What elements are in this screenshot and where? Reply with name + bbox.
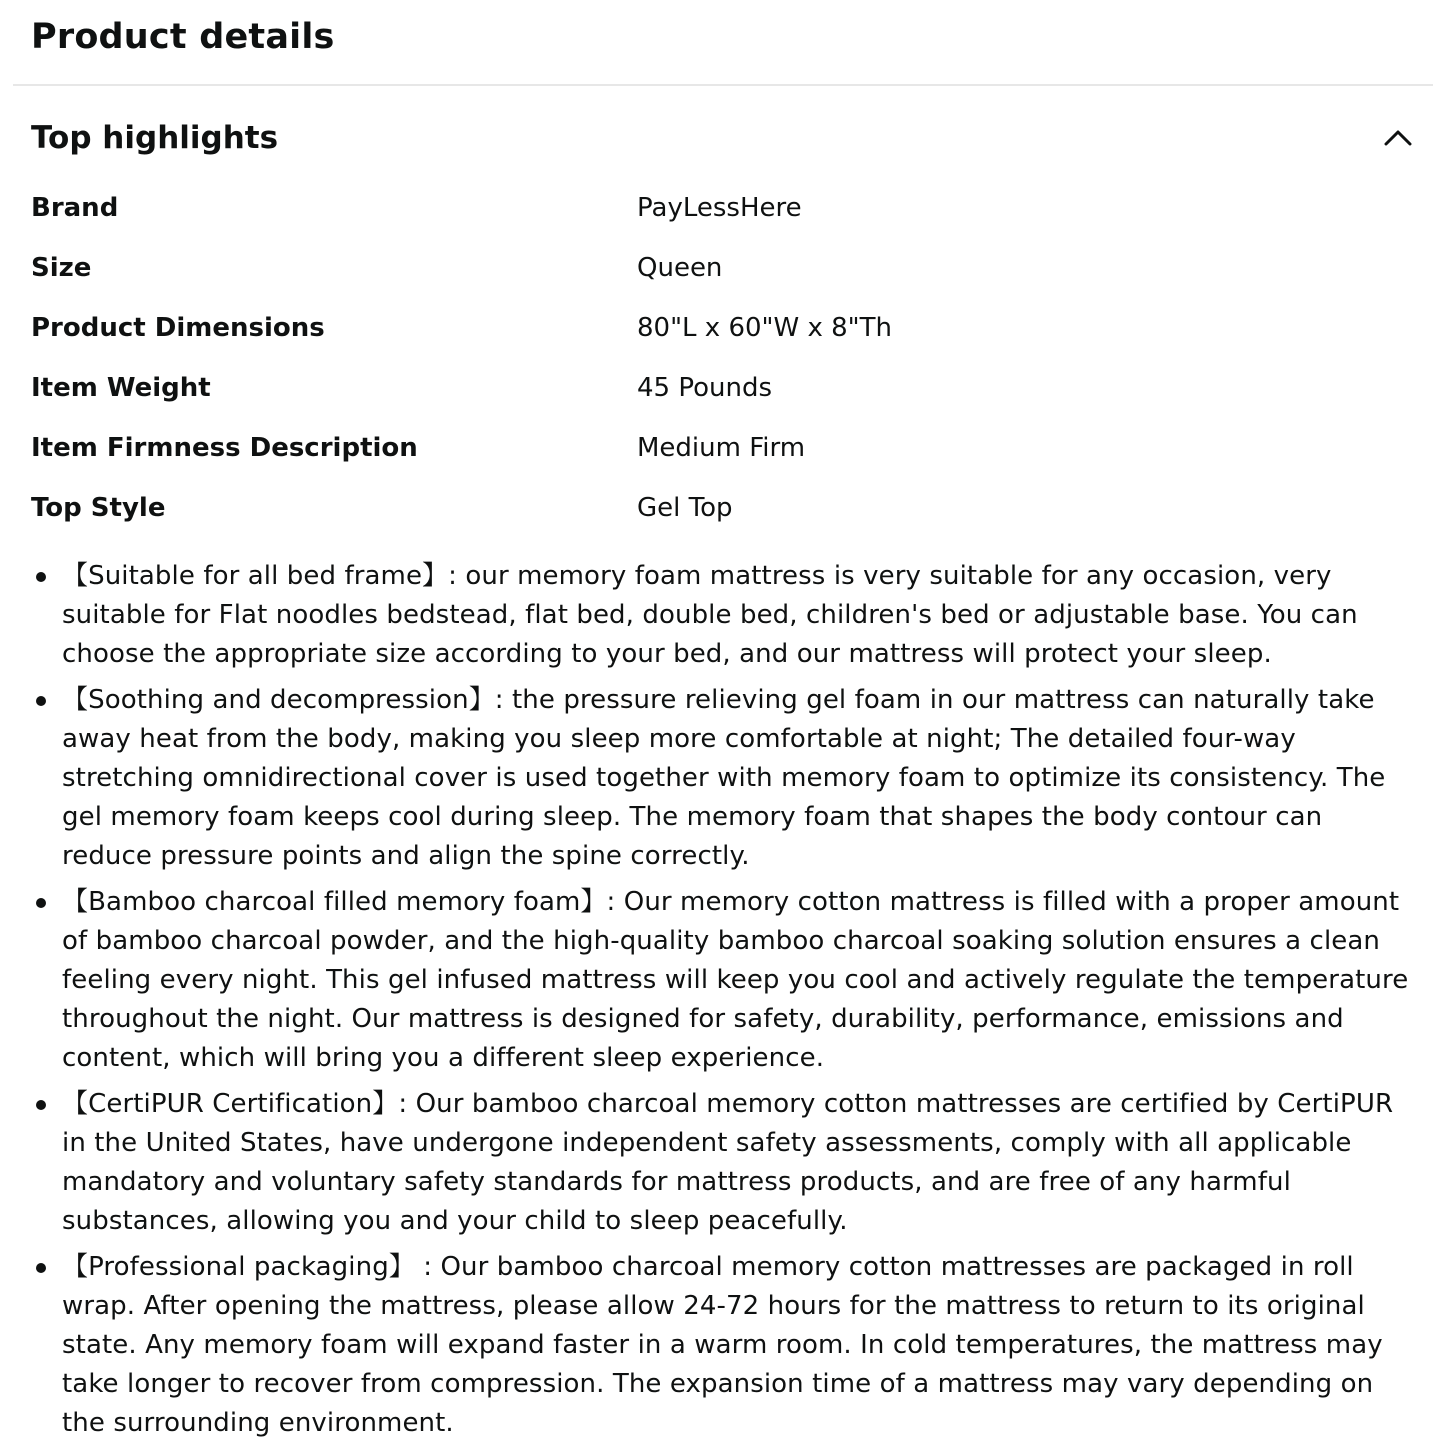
- feature-bullet-text: 【Bamboo charcoal filled memory foam】: Our memory cotton mattress is filled with a proper amount of bamboo charcoal powder, and the high-quality bamboo charcoal soaking solution ensures a clean feeling every night. This gel infused mattress will keep you cool and actively regulate the temperature throughout the night. Our mattress is designed for safety, durability, performance, emissions and content, which will bring you a different sleep experience.: [62, 887, 1409, 1073]
- spec-label: Item Weight: [31, 373, 211, 403]
- spec-label: Brand: [31, 193, 119, 223]
- page-title: Product details: [31, 17, 335, 57]
- spec-row-firmness: [31, 420, 1421, 480]
- feature-bullet: [0, 557, 1445, 674]
- product-details-header: [0, 0, 1445, 86]
- feature-bullet-list: [0, 557, 1445, 1450]
- feature-bullet-text: 【Professional packaging】 : Our bamboo charcoal memory cotton mattresses are packaged in roll wrap. After opening the mattress, please allow 24-72 hours for the mattress to return to its original state. Any memory foam will expand faster in a warm room. In cold temperatures, the mattress may take longer to recover from compression. The expansion time of a mattress may vary depending on the surrounding environment.: [62, 1252, 1383, 1438]
- divider: [13, 84, 1433, 86]
- spec-label: Top Style: [31, 493, 166, 523]
- feature-bullet: [0, 1085, 1445, 1241]
- bullet-dot-icon: [36, 1100, 46, 1110]
- spec-row-size: [31, 240, 1421, 300]
- bullet-dot-icon: [36, 1263, 46, 1273]
- spec-row-top-style: [31, 480, 1421, 540]
- feature-bullet: [0, 681, 1445, 876]
- spec-value: 80"L x 60"W x 8"Th: [637, 313, 892, 343]
- bullet-dot-icon: [36, 572, 46, 582]
- spec-value: Queen: [637, 253, 723, 283]
- spec-row-brand: [31, 180, 1421, 240]
- spec-label: Item Firmness Description: [31, 433, 418, 463]
- spec-row-dimensions: [31, 300, 1421, 360]
- spec-label: Product Dimensions: [31, 313, 325, 343]
- spec-table: [31, 180, 1421, 540]
- spec-row-weight: [31, 360, 1421, 420]
- feature-bullet: [0, 1248, 1445, 1443]
- spec-value: PayLessHere: [637, 193, 802, 223]
- feature-bullet-text: 【Soothing and decompression】: the pressure relieving gel foam in our mattress can naturally take away heat from the body, making you sleep more comfortable at night; The detailed four-way stretching omnidirectional cover is used together with memory foam to optimize its consistency. The gel memory foam keeps cool during sleep. The memory foam that shapes the body contour can reduce pressure points and align the spine correctly.: [62, 685, 1386, 871]
- section-title: Top highlights: [31, 120, 279, 156]
- feature-bullet-text: 【CertiPUR Certification】: Our bamboo charcoal memory cotton mattresses are certified by CertiPUR in the United States, have undergone independent safety assessments, comply with all applicable mandatory and voluntary safety standards for mattress products, and are free of any harmful substances, allowing you and your child to sleep peacefully.: [62, 1089, 1394, 1236]
- spec-label: Size: [31, 253, 92, 283]
- feature-bullet: [0, 883, 1445, 1078]
- bullet-dot-icon: [36, 696, 46, 706]
- bullet-dot-icon: [36, 898, 46, 908]
- chevron-up-icon[interactable]: [1378, 118, 1418, 158]
- top-highlights-toggle[interactable]: [0, 110, 1445, 170]
- spec-value: Medium Firm: [637, 433, 806, 463]
- spec-value: 45 Pounds: [637, 373, 773, 403]
- feature-bullet-text: 【Suitable for all bed frame】: our memory foam mattress is very suitable for any occasion, very suitable for Flat noodles bedstead, flat bed, double bed, children's bed or adjustable base. You can choose the appropriate size according to your bed, and our mattress will protect your sleep.: [62, 561, 1358, 669]
- spec-value: Gel Top: [637, 493, 733, 523]
